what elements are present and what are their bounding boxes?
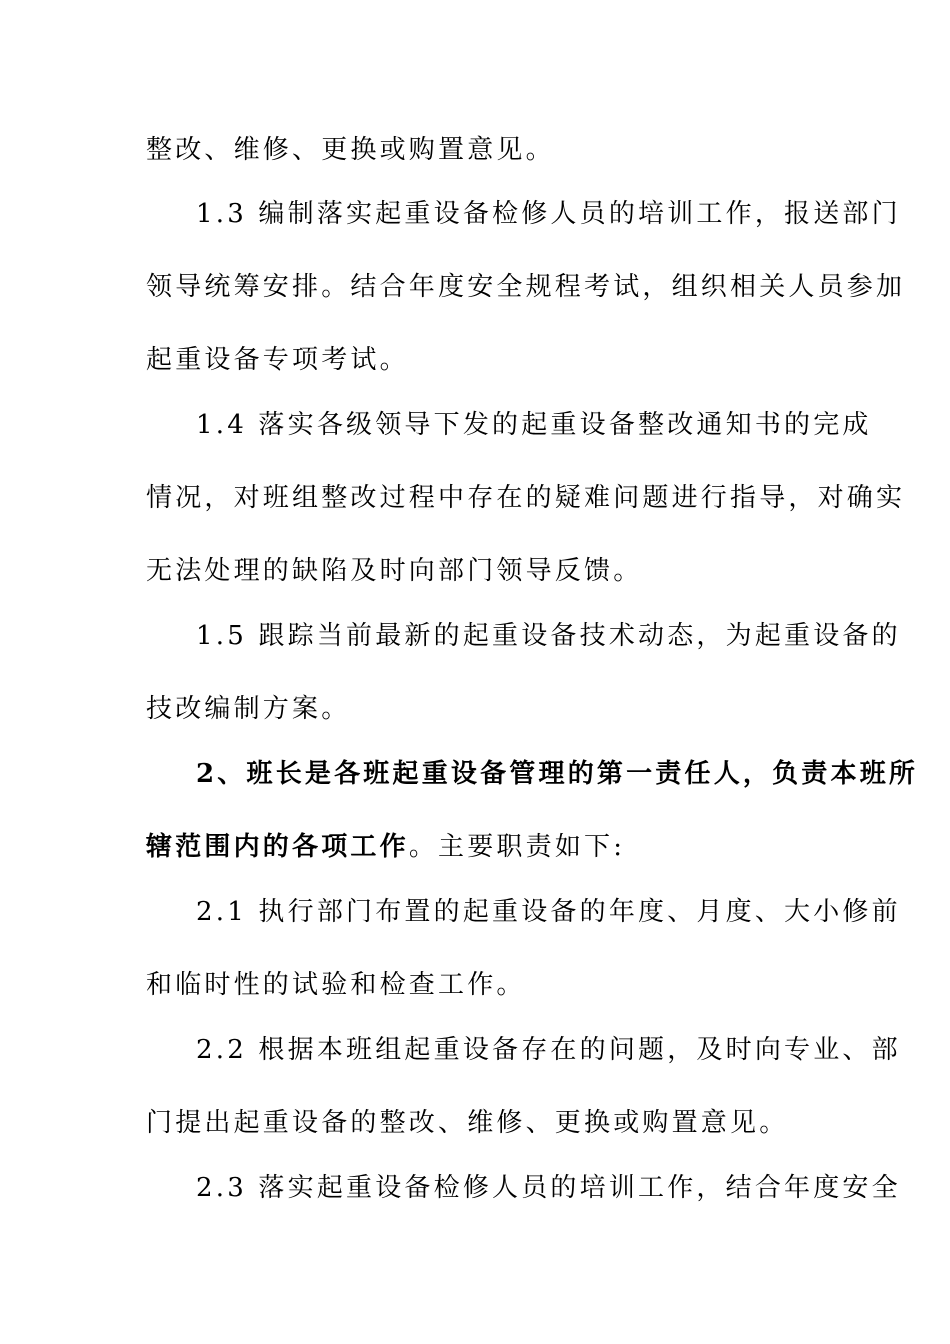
text-line: 1.3 编制落实起重设备检修人员的培训工作，报送部门 xyxy=(196,199,901,229)
text-line: 2.3 落实起重设备检修人员的培训工作，结合年度安全 xyxy=(196,1173,901,1203)
text-line: 1.4 落实各级领导下发的起重设备整改通知书的完成 xyxy=(196,410,872,440)
text-line: 门提出起重设备的整改、维修、更换或购置意见。 xyxy=(146,1108,789,1138)
section-heading-tail: 。主要职责如下: xyxy=(408,832,626,862)
text-line xyxy=(146,830,808,864)
text-line: 2.2 根据本班组起重设备存在的问题，及时向专业、部 xyxy=(196,1035,901,1065)
text-line: 整改、维修、更换或购置意见。 xyxy=(146,135,555,165)
text-line: 领导统筹安排。结合年度安全规程考试，组织相关人员参加 xyxy=(146,272,906,302)
text-line: 情况，对班组整改过程中存在的疑难问题进行指导，对确实 xyxy=(146,483,906,513)
text-line: 起重设备专项考试。 xyxy=(146,345,409,375)
section-heading-emphasis: 辖范围内的各项工作 xyxy=(146,832,409,862)
text-line: 技改编制方案。 xyxy=(146,694,351,724)
text-line: 2.1 执行部门布置的起重设备的年度、月度、大小修前 xyxy=(196,897,901,927)
text-line: 无法处理的缺陷及时向部门领导反馈。 xyxy=(146,556,643,586)
text-line: 和临时性的试验和检查工作。 xyxy=(146,970,526,1000)
text-line: 1.5 跟踪当前最新的起重设备技术动态，为起重设备的 xyxy=(196,621,901,651)
section-heading-line: 2、班长是各班起重设备管理的第一责任人，负责本班所 xyxy=(196,759,919,789)
